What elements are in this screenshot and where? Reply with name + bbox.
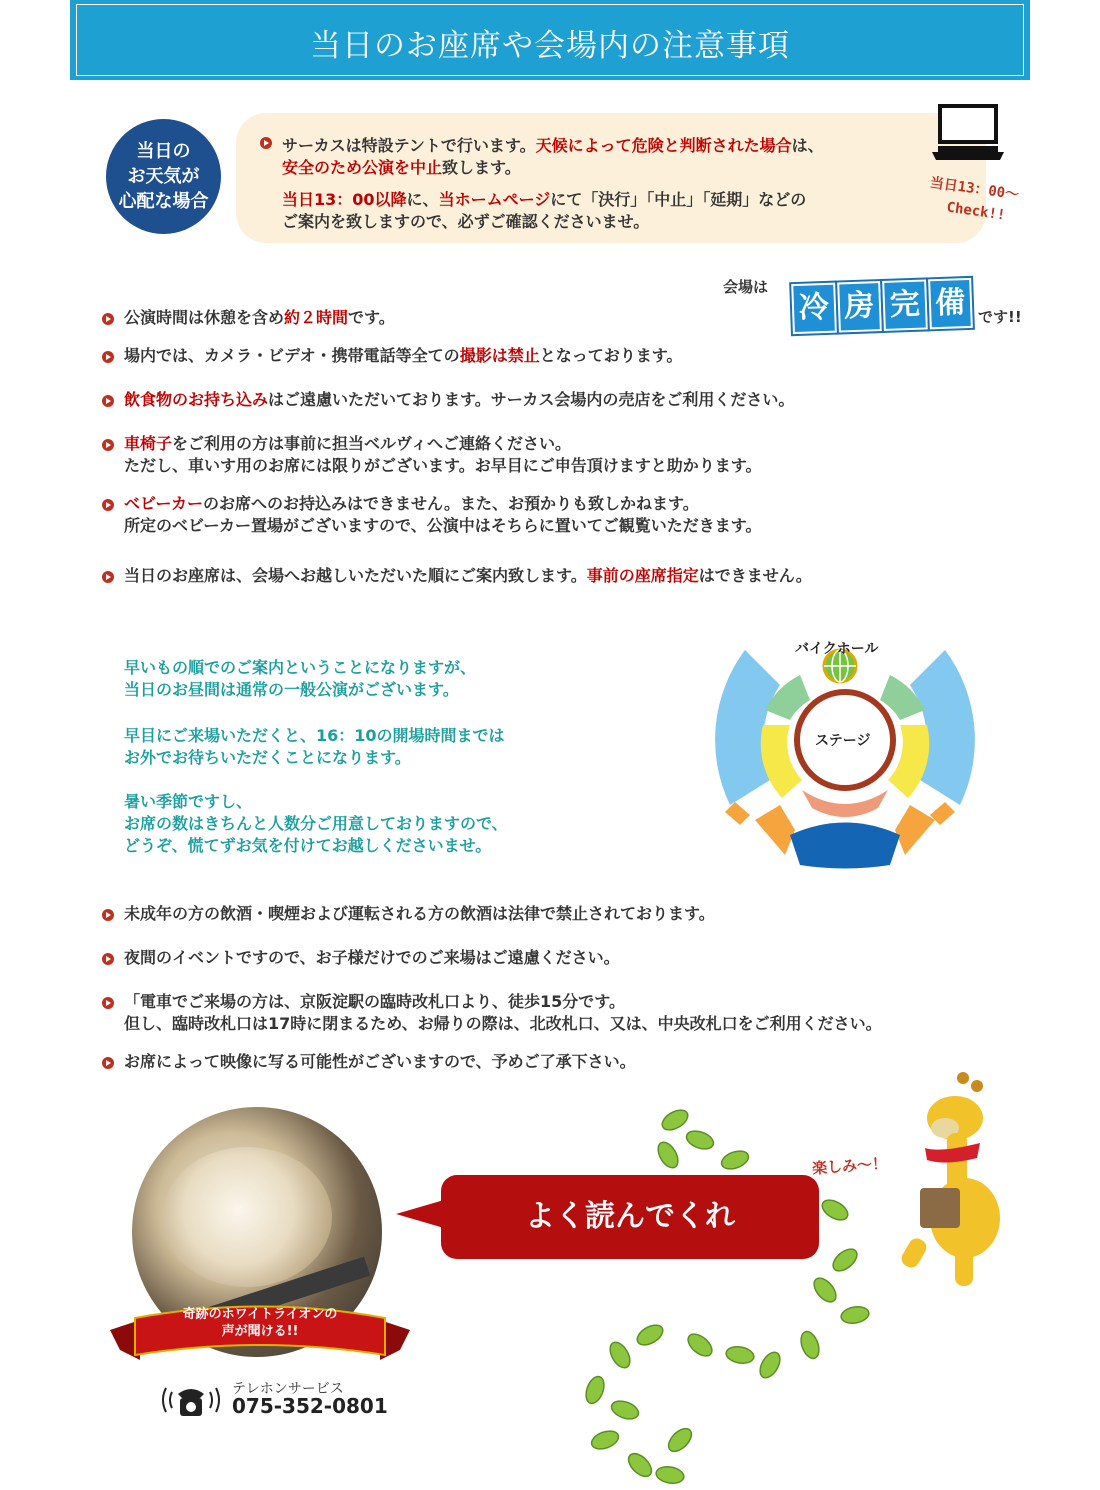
phone-service-label: テレホンサービス [232,1381,344,1397]
seat-block-small-left [725,802,750,825]
ribbon-line: 声が聞ける!! [221,1324,299,1339]
speech-bubble-tail [396,1200,444,1228]
notice-photography: 場内では、カメラ・ビデオ・携帯電話等全ての撮影は禁止となっております。 [124,346,683,365]
seating-info-line: お席の数はきちんと人数分ご用意しておりますので、 [124,814,508,833]
seat-block-bottom-right [895,805,935,855]
notice-food: 飲食物のお持ち込みはご遠慮いただいております。サーカス会場内の売店をご利用ください。 [124,390,795,409]
bullet-icon [260,137,272,149]
notice-seating: 当日のお座席は、会場へお越しいただいた順にご案内致します。事前の座席指定はできません。 [124,566,812,585]
bullet-icon [102,953,114,965]
section-header [70,0,1030,80]
weather-badge [106,119,221,234]
weather-line-2: 安全のため公演を中止致します。 [282,158,521,177]
bike-hall-label: バイクホール [795,641,879,657]
stage-label: ステージ [815,733,871,749]
notice-train: 「電車でご来場の方は、京阪淀駅の臨時改札口より、徒歩15分です。 但し、臨時改札口は17時に閉まるため、お帰りの際は、北改札口、又は、中央改札口をご利用ください。 [124,992,882,1033]
page-title: 当日のお座席や会場内の注意事項 [310,28,790,64]
weather-badge-line: 心配な場合 [118,191,209,212]
notice-stroller: ベビーカーのお席へのお持込みはできません。また、お預かりも致しかねます。 所定のベビーカー置場がございますので、公演中はそちらに置いてご観覧いただきます。 [124,494,762,535]
notice-video: お席によって映像に写る可能性がございますので、予めご了承下さい。 [124,1052,636,1071]
seat-block-bottom-center [790,823,900,869]
bullet-icon [102,909,114,921]
notice-children: 夜間のイベントですので、お子様だけでのご来場はご遠慮ください。 [124,948,620,967]
weather-line-1: サーカスは特設テントで行います。天候によって危険と判断された場合は、 [282,136,824,155]
check-note-line: Check!! [945,199,1007,224]
cooling-suffix: です!! [978,308,1022,326]
notice-alcohol: 未成年の方の飲酒・喫煙および運転される方の飲酒は法律で禁止されております。 [124,904,715,923]
speech-bubble: よく読んでくれ [441,1175,819,1259]
seating-info-line: 早目にご来場いただくと、16：10の開場時間までは [124,726,505,745]
phone-number[interactable]: 075-352-0801 [232,1394,388,1418]
bullet-icon [102,571,114,583]
notice-wheelchair: 車椅子をご利用の方は事前に担当ベルヴィへご連絡ください。 ただし、車いす用のお席には限りがございます。お早目にご申告頂けますと助かります。 [124,434,762,475]
cooling-label: 会場は [723,278,769,296]
ribbon-text [110,1306,410,1340]
seating-info-line: 暑い季節ですし、 [124,792,253,811]
giraffe-caption: 楽しみ～！ [811,1154,888,1178]
weather-badge-line: お天気が [127,166,200,187]
bullet-icon [102,439,114,451]
seating-info-line: 当日のお昼間は通常の一般公演がございます。 [124,680,459,699]
weather-badge-line: 当日の [136,141,191,162]
bullet-icon [102,395,114,407]
seat-map [690,630,1000,875]
cooling-char: 房 [837,281,882,332]
bullet-icon [102,351,114,363]
cooling-char: 完 [882,279,927,330]
notice-duration: 公演時間は休憩を含め約２時間です。 [124,308,395,327]
weather-line-4: ご案内を致しますので、必ずご確認くださいませ。 [282,212,650,231]
seat-block-small-right [930,802,955,825]
seating-info-line: どうぞ、慌てずお気を付けてお越しくださいませ。 [124,836,492,855]
giraffe-figure [885,1058,1015,1288]
cooling-char: 備 [928,278,973,329]
telephone-icon [158,1380,224,1420]
ribbon-line: 奇跡のホワイトライオンの [182,1307,338,1322]
seating-info-line: お外でお待ちいただくことになります。 [124,748,411,767]
bullet-icon [102,499,114,511]
laptop-icon [930,102,1006,166]
cooling-char: 冷 [791,283,836,334]
seat-block-inner-salmon [802,790,888,817]
check-note-line: 当日13：00～ [928,174,1020,204]
seat-block-bottom-left [755,805,795,855]
cooling-badge [791,278,973,332]
weather-notice-box [236,113,986,243]
bullet-icon [102,313,114,325]
weather-line-3: 当日13：00以降に、当ホームページにて「決行」「中止」「延期」などの [282,190,807,209]
seating-info-line: 早いもの順でのご案内ということになりますが、 [124,658,477,677]
bullet-icon [102,997,114,1009]
bullet-icon [102,1057,114,1069]
